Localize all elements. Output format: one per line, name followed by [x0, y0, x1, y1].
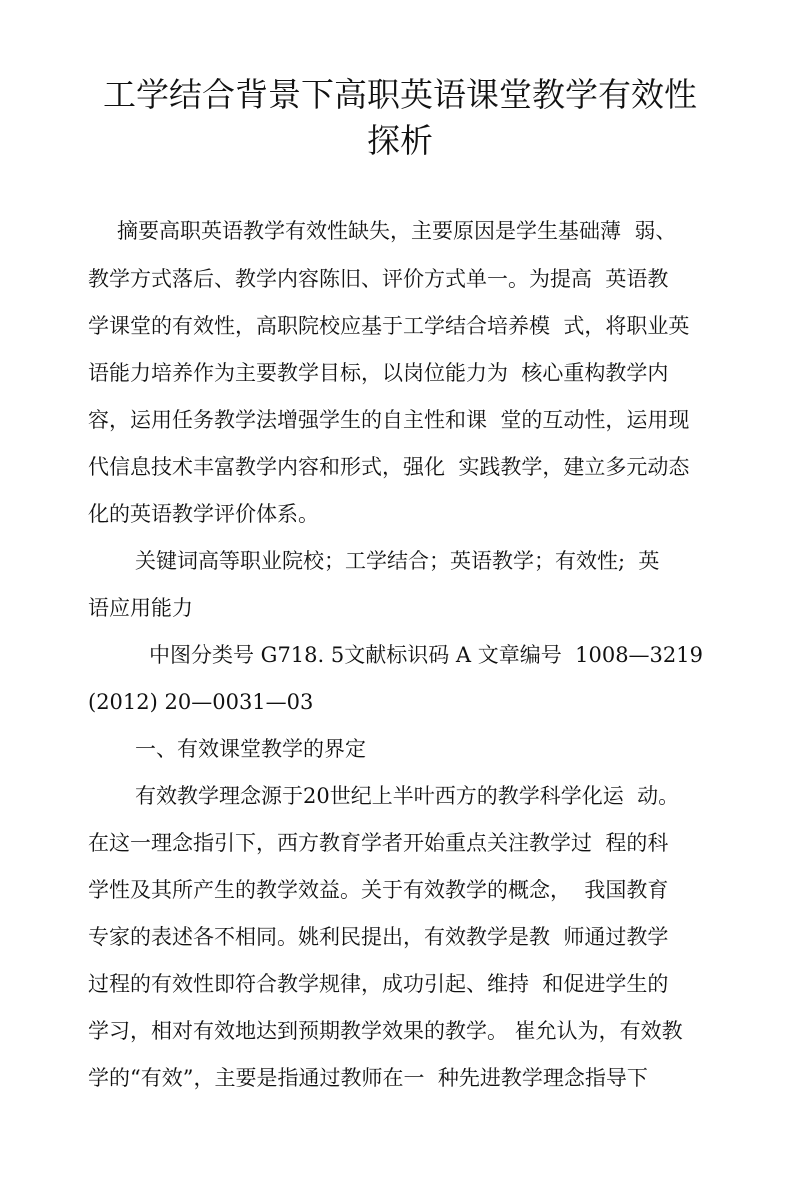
- document-title-line-1: 工学结合背景下高职英语课堂教学有效性: [103, 75, 697, 114]
- body-line-3: 学性及其所产生的教学效益。关于有效教学的概念， 我国教育: [88, 878, 669, 902]
- body-line-5: 过程的有效性即符合教学规律，成功引起、维持 和促进学生的: [88, 972, 669, 996]
- abstract-line-6: 代信息技术丰富教学内容和形式，强化 实践教学，建立多元动态: [88, 455, 690, 479]
- document-title-line-2: 探析: [367, 121, 433, 160]
- body-line-4: 专家的表述各不相同。姚利民提出，有效教学是教 师通过教学: [88, 925, 669, 949]
- keywords-line-2: 语应用能力: [88, 596, 193, 620]
- keywords-line-1: 关键词高等职业院校；工学结合；英语教学；有效性; 英: [135, 549, 660, 573]
- abstract-line-5: 容，运用任务教学法增强学生的自主性和课 堂的互动性，运用现: [88, 408, 690, 432]
- abstract-line-1: 摘要高职英语教学有效性缺失，主要原因是学生基础薄 弱、: [117, 219, 677, 243]
- classification-line-1: 中图分类号 G718. 5文献标识码 A 文章编号 1008—3219: [149, 643, 703, 667]
- body-line-2: 在这一理念指引下，西方教育学者开始重点关注教学过 程的科: [88, 831, 669, 855]
- abstract-line-4: 语能力培养作为主要教学目标，以岗位能力为 核心重构教学内: [88, 361, 669, 385]
- abstract-line-7: 化的英语教学评价体系。: [88, 502, 319, 526]
- body-line-6: 学习，相对有效地达到预期教学效果的教学。 崔允认为，有效教: [88, 1019, 683, 1043]
- classification-line-2: (2012) 20—0031—03: [88, 690, 314, 714]
- abstract-line-2: 教学方式落后、教学内容陈旧、评价方式单一。为提高 英语教: [88, 267, 669, 291]
- section-heading: 一、有效课堂教学的界定: [135, 737, 366, 761]
- body-line-1: 有效教学理念源于20世纪上半叶西方的教学科学化运 动。: [135, 784, 680, 808]
- body-line-7: 学的“有效”，主要是指通过教师在一 种先进教学理念指导下: [88, 1066, 648, 1090]
- abstract-line-3: 学课堂的有效性，高职院校应基于工学结合培养模 式，将职业英: [88, 314, 690, 338]
